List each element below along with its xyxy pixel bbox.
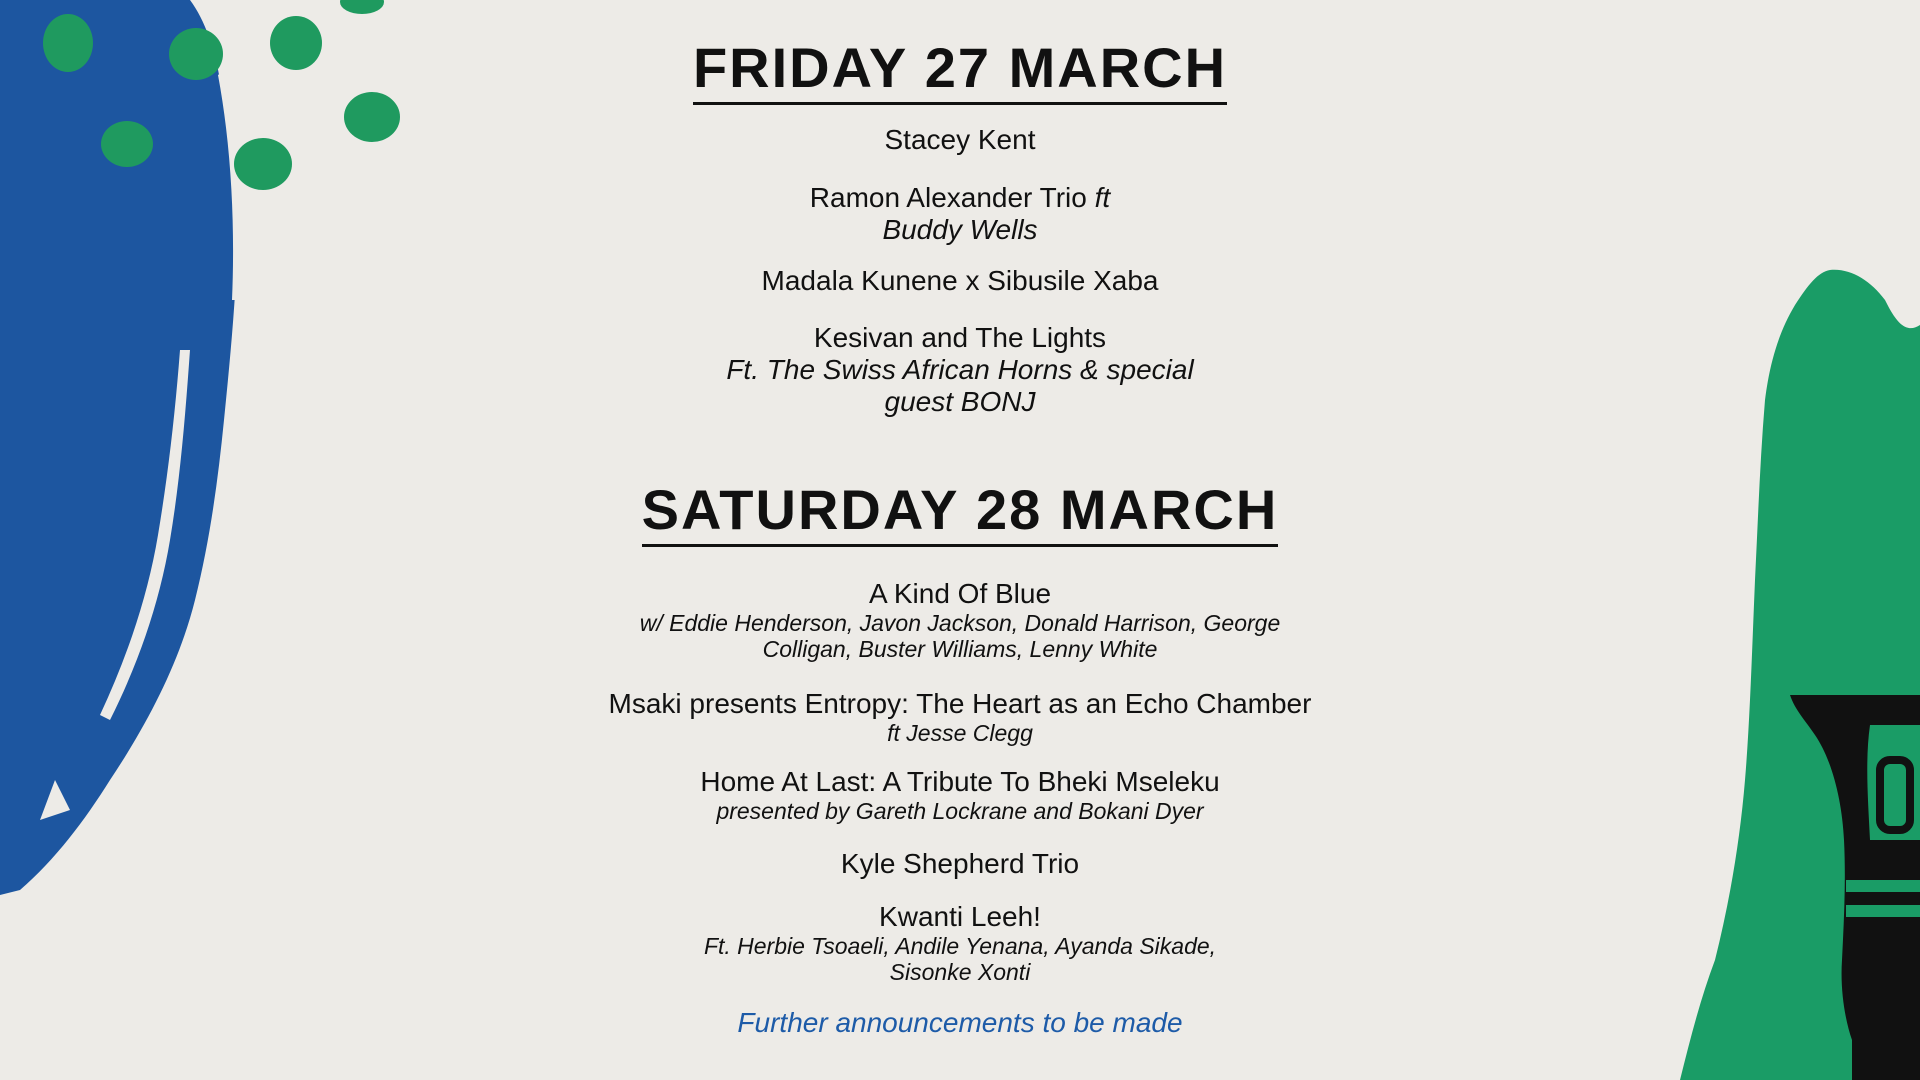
act-sub: ft Jesse Clegg [887, 720, 1033, 746]
act-kwanti-leeh [0, 901, 1920, 985]
act-ramon-alexander [0, 182, 1920, 246]
further-announcements-note: Further announcements to be made [737, 1007, 1183, 1038]
act-home-at-last [0, 766, 1920, 824]
act-sub-line1: Ft. Herbie Tsoaeli, Andile Yenana, Ayanda Sikade, [703, 933, 1217, 959]
act-name: Kesivan and The Lights [813, 322, 1107, 353]
act-stacey-kent [0, 124, 1920, 156]
act-msaki [0, 688, 1920, 746]
act-kesivan [0, 322, 1920, 418]
act-sub-line2: guest BONJ [884, 386, 1036, 417]
act-sub-line1: Ft. The Swiss African Horns & special [726, 354, 1194, 385]
day-heading-friday [0, 36, 1920, 105]
act-name-suffix: ft [1094, 182, 1111, 213]
act-sub-line1: w/ Eddie Henderson, Javon Jackson, Donald Harrison, George [639, 610, 1281, 636]
act-name: Msaki presents Entropy: The Heart as an Echo Chamber [608, 688, 1312, 719]
act-name: Kwanti Leeh! [879, 901, 1041, 932]
act-sub-line2: Sisonke Xonti [889, 959, 1031, 985]
act-kind-of-blue [0, 578, 1920, 662]
act-sub-line2: Colligan, Buster Williams, Lenny White [762, 636, 1158, 662]
act-name: Home At Last: A Tribute To Bheki Mseleku [700, 766, 1220, 797]
act-name: Ramon Alexander Trio [809, 182, 1087, 213]
act-name: A Kind Of Blue [868, 578, 1052, 609]
act-kyle-shepherd [0, 848, 1920, 880]
day-heading-saturday [0, 478, 1920, 547]
act-name: Kyle Shepherd Trio [840, 848, 1080, 879]
act-name-line [0, 182, 1920, 214]
act-sub: Buddy Wells [882, 214, 1038, 245]
day-title: FRIDAY 27 MARCH [693, 40, 1227, 105]
act-sub: presented by Gareth Lockrane and Bokani Dyer [716, 798, 1204, 824]
act-name: Madala Kunene x Sibusile Xaba [761, 265, 1159, 296]
day-title: SATURDAY 28 MARCH [642, 482, 1279, 547]
act-name: Stacey Kent [884, 124, 1036, 155]
act-madala-kunene [0, 265, 1920, 297]
